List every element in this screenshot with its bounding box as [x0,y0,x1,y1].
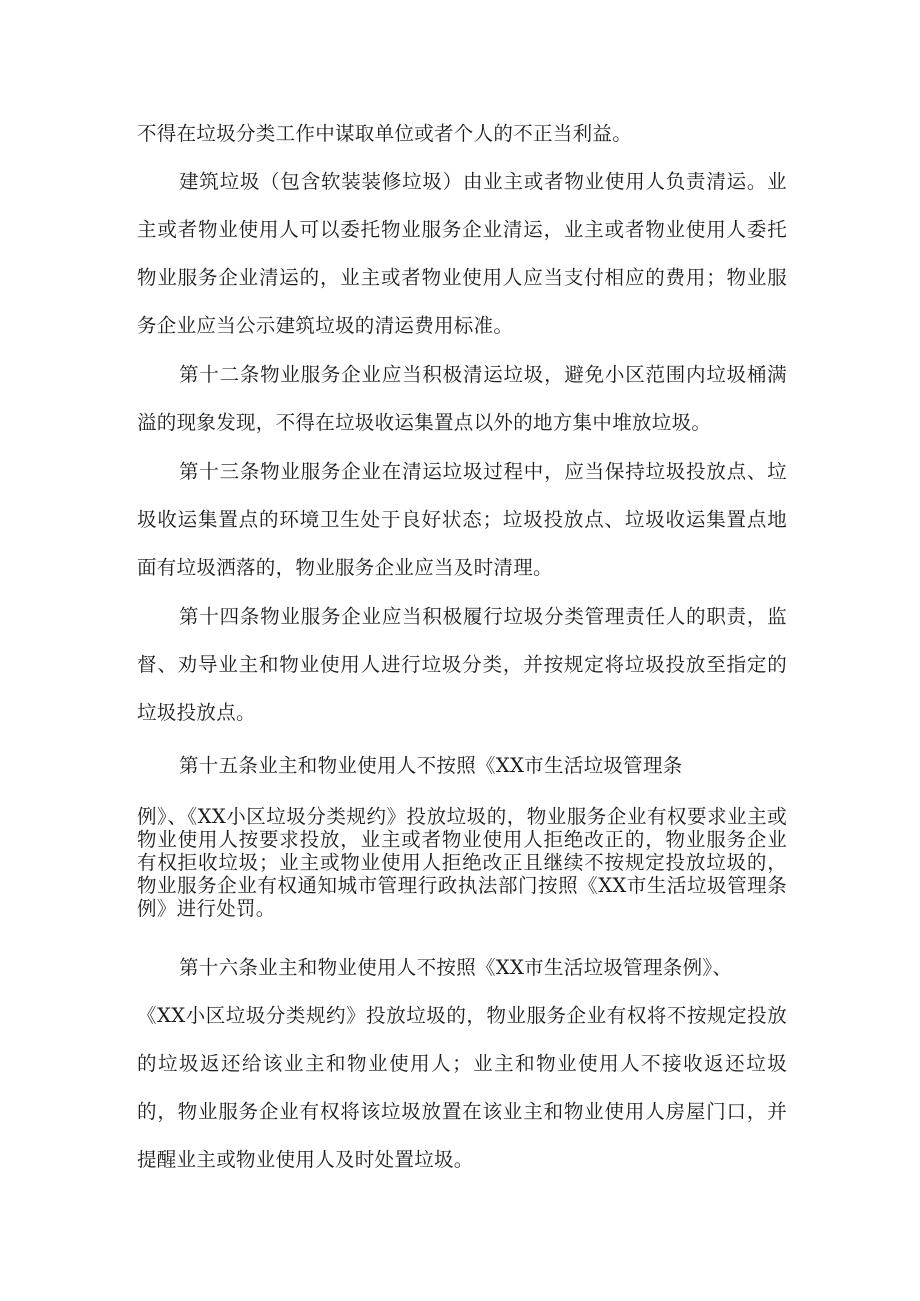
paragraph-article-15-heading: 第十五条业主和物业使用人不按照《XX市生活垃圾管理条 [179,754,683,777]
paragraph-article-12: 第十二条物业服务企业应当积极清运垃圾，避免小区范围内垃圾桶满溢的现象发现，不得在垃圾收运集置点以外的地方集中堆放垃圾。 [137,363,787,434]
paragraph-article-16-heading: 第十六条业主和物业使用人不按照《XX市生活垃圾管理条例》、 [179,956,733,979]
paragraph-article-14: 第十四条物业服务企业应当积极履行垃圾分类管理责任人的职责，监督、劝导业主和物业使用人进行垃圾分类，并按规定将垃圾投放至指定的垃圾投放点。 [137,605,787,724]
paragraph-continuation: 不得在垃圾分类工作中谋取单位或者个人的不正当利益。 [137,122,633,145]
paragraph-construction-waste: 建筑垃圾（包含软装装修垃圾）由业主或者物业使用人负责清运。业主或者物业使用人可以委托物业服务企业清运，业主或者物业使用人委托物业服务企业清运的，业主或者物业使用人应当支付相应的费用；物业服务企业应当公示建筑垃圾的清运费用标准。 [137,170,787,337]
paragraph-article-15-body: 例》、《XX小区垃圾分类规约》投放垃圾的，物业服务企业有权要求业主或物业使用人按要求投放，业主或者物业使用人拒绝改正的，物业服务企业有权拒收垃圾；业主或物业使用人拒绝改正且继续不按规定投放垃圾的，物业服务企业有权通知城市管理行政执法部门按照《XX市生活垃圾管理条例》进行处罚。 [137,805,787,920]
paragraph-article-16-body: 《XX小区垃圾分类规约》投放垃圾的，物业服务企业有权将不按规定投放的垃圾返还给该业主和物业使用人；业主和物业使用人不接收返还垃圾的，物业服务企业有权将该垃圾放置在该业主和物业使用人房屋门口，并提醒业主或物业使用人及时处置垃圾。 [137,1004,787,1171]
paragraph-article-13: 第十三条物业服务企业在清运垃圾过程中，应当保持垃圾投放点、垃圾收运集置点的环境卫生处于良好状态；垃圾投放点、垃圾收运集置点地面有垃圾洒落的，物业服务企业应当及时清理。 [137,460,787,579]
